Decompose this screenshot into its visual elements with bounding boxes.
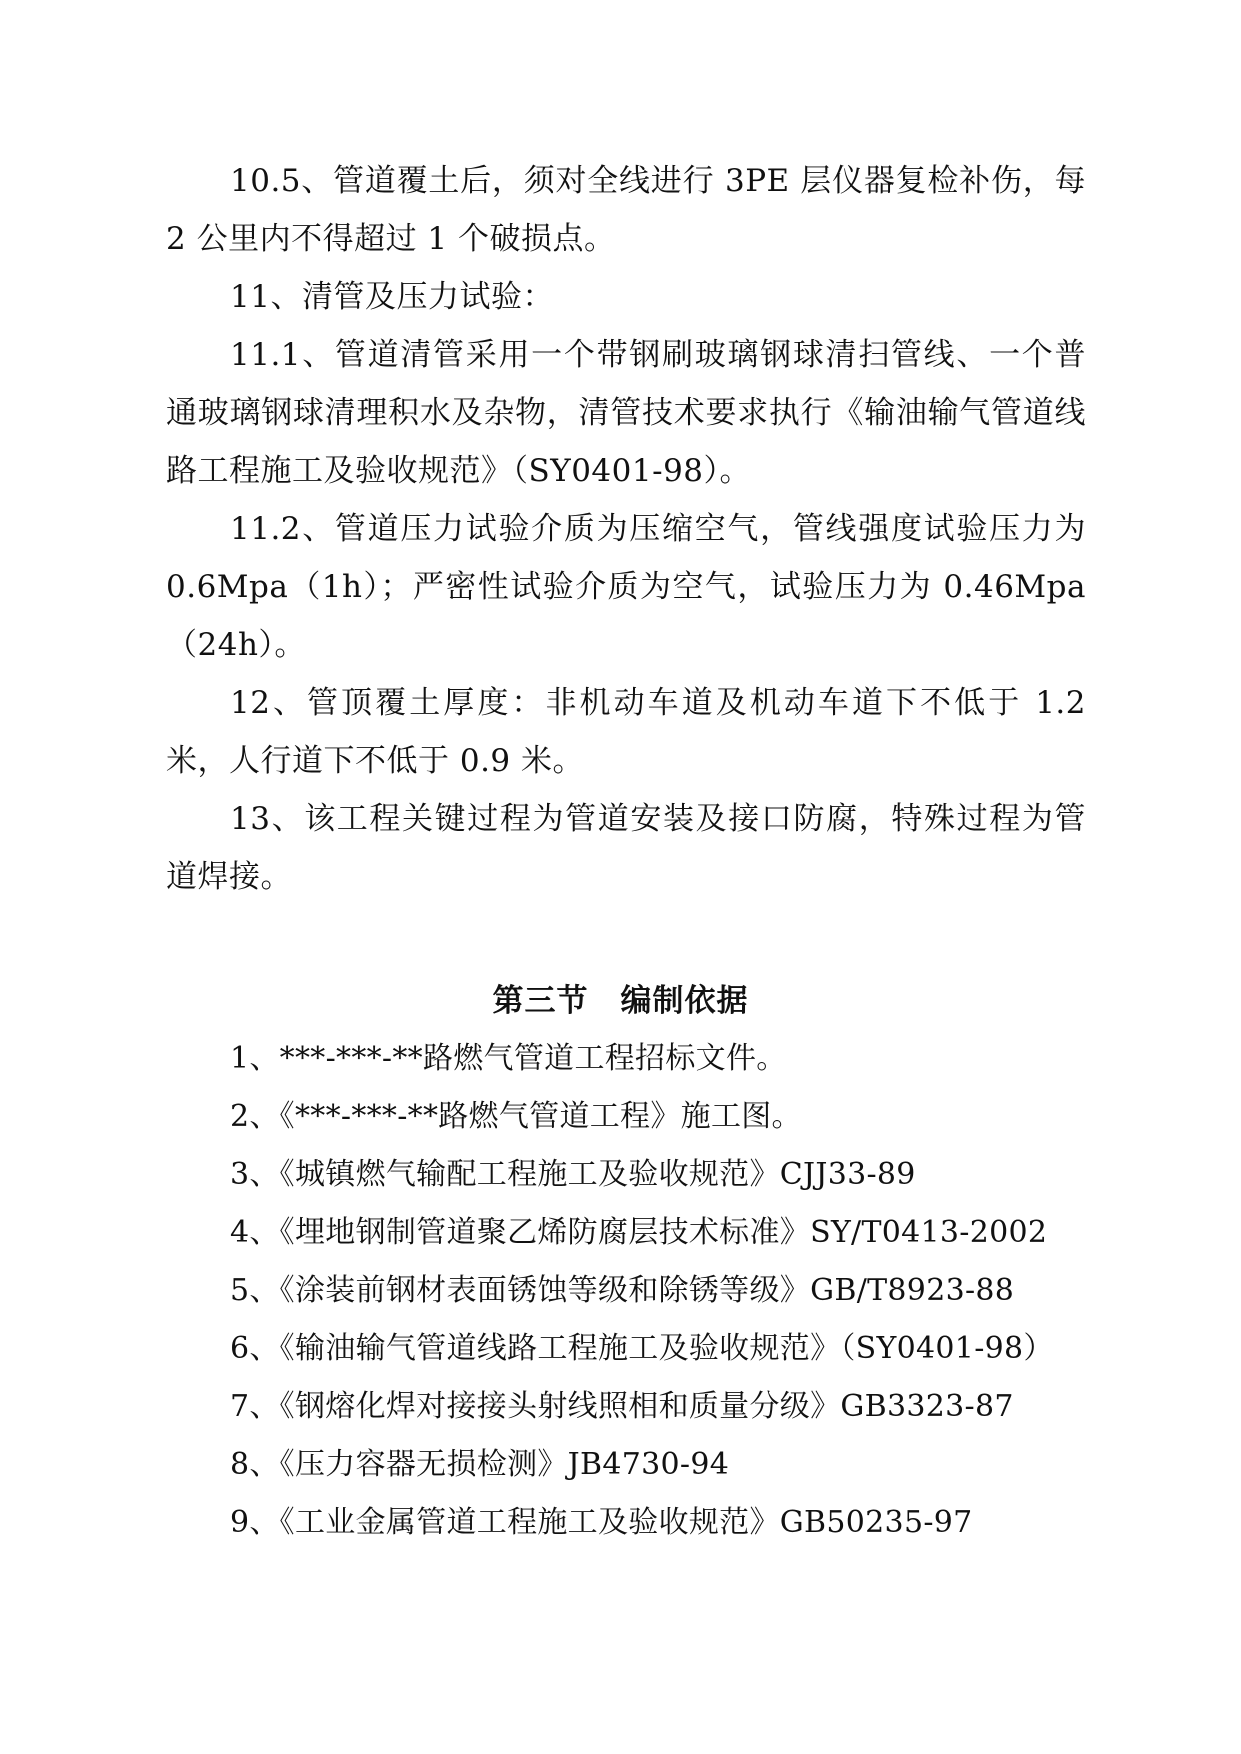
reference-item: 7、《钢熔化焊对接接头射线照相和质量分级》GB3323-87 xyxy=(230,1389,1014,1424)
reference-item: 2、《***-***-**路燃气管道工程》施工图。 xyxy=(230,1099,802,1134)
reference-item: 5、《涂装前钢材表面锈蚀等级和除锈等级》GB/T8923-88 xyxy=(230,1273,1015,1308)
reference-item: 9、《工业金属管道工程施工及验收规范》GB50235-97 xyxy=(230,1505,973,1540)
reference-item: 3、《城镇燃气输配工程施工及验收规范》CJJ33-89 xyxy=(230,1157,916,1192)
reference-item: 1、***-***-**路燃气管道工程招标文件。 xyxy=(230,1041,787,1076)
section-title: 第三节 编制依据 xyxy=(492,983,749,1019)
paragraph-13: 13、该工程关键过程为管道安装及接口防腐，特殊过程为管道焊接。 xyxy=(166,801,1086,895)
paragraph-11-1: 11.1、管道清管采用一个带钢刷玻璃钢球清扫管线、一个普通玻璃钢球清理积水及杂物，清管技术要求执行《输油输气管道线路工程施工及验收规范》（SY0401-98）。 xyxy=(166,337,1086,489)
paragraph-11-2: 11.2、管道压力试验介质为压缩空气，管线强度试验压力为 0.6Mpa（1h）；严密性试验介质为空气，试验压力为 0.46Mpa（24h）。 xyxy=(166,511,1086,663)
paragraph-12: 12、管顶覆土厚度：非机动车道及机动车道下不低于 1.2 米，人行道下不低于 0.9 米。 xyxy=(166,685,1086,779)
reference-item: 8、《压力容器无损检测》JB4730-94 xyxy=(230,1447,730,1482)
body-text xyxy=(166,152,1086,906)
paragraph-11-heading: 11、清管及压力试验： xyxy=(230,279,554,315)
reference-item: 6、《输油输气管道线路工程施工及验收规范》（SY0401-98） xyxy=(230,1331,1054,1366)
reference-list xyxy=(230,1030,1130,1552)
paragraph-10-5: 10.5、管道覆土后，须对全线进行 3PE 层仪器复检补伤，每 2 公里内不得超过 1 个破损点。 xyxy=(166,163,1086,257)
reference-item: 4、《埋地钢制管道聚乙烯防腐层技术标准》SY/T0413-2002 xyxy=(230,1215,1048,1250)
